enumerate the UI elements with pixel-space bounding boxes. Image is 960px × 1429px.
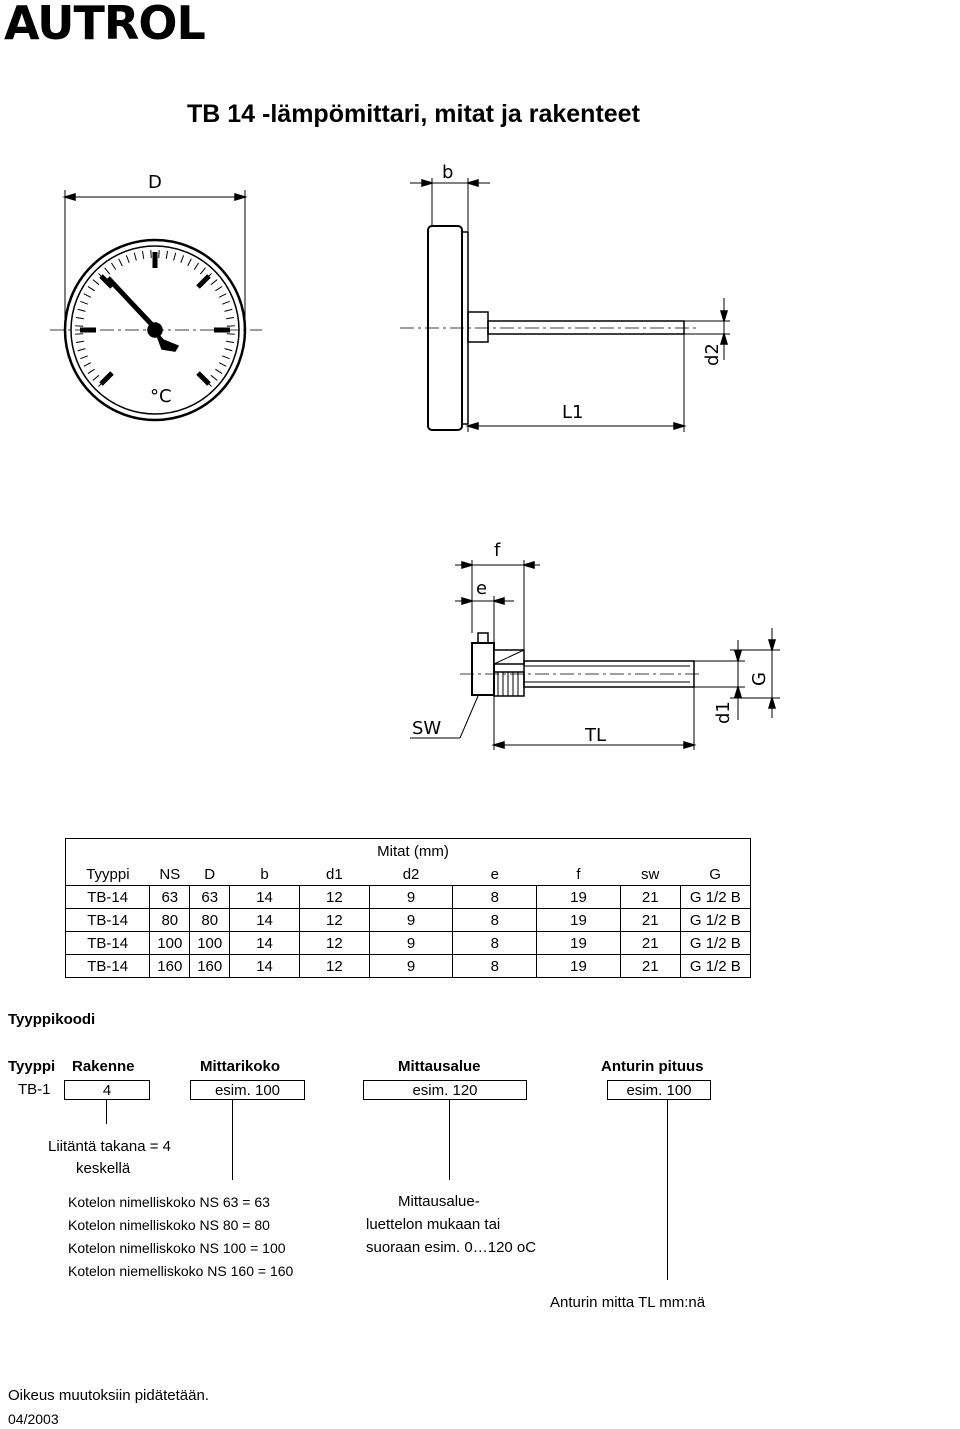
table-cell: 9 xyxy=(369,932,453,955)
typecode-heading: Tyyppikoodi xyxy=(8,1011,96,1028)
table-cell: TB-14 xyxy=(66,955,150,978)
dial-minor-tick xyxy=(181,255,184,262)
dial-minor-tick xyxy=(126,255,129,262)
label-unit: °C xyxy=(150,386,172,407)
dial-minor-tick xyxy=(88,369,95,373)
header-cell: d1 xyxy=(325,865,343,883)
header-cell: Tyyppi xyxy=(86,865,130,883)
dial-minor-tick xyxy=(211,280,217,285)
col-rakenne-label: Rakenne xyxy=(72,1058,135,1075)
header-cell: b xyxy=(260,865,269,883)
dial-minor-tick xyxy=(80,301,87,304)
table-caption: Mitat (mm) xyxy=(377,842,449,860)
label-e: e xyxy=(476,578,488,599)
table-cell: 19 xyxy=(537,909,621,932)
dial-minor-tick xyxy=(225,349,233,351)
dial-minor-tick xyxy=(93,375,99,380)
table-cell: 19 xyxy=(537,886,621,909)
dial-minor-tick xyxy=(226,317,234,318)
dial-side-view xyxy=(400,178,730,432)
table-cell: 80 xyxy=(190,909,230,932)
page-title: TB 14 -lämpömittari, mitat ja rakenteet xyxy=(187,100,640,128)
dial-minor-tick xyxy=(222,356,229,359)
dial-minor-tick xyxy=(219,294,226,298)
dial-minor-tick xyxy=(219,363,226,367)
note-mittausalue-3: suoraan esim. 0…120 oC xyxy=(366,1239,537,1256)
value-anturin-pituus: esim. 100 xyxy=(607,1080,711,1100)
dial-minor-tick xyxy=(78,349,86,351)
leader-mittausalue xyxy=(449,1100,450,1180)
table-cell: TB-14 xyxy=(66,932,150,955)
dial-minor-tick xyxy=(84,363,91,367)
col-mittarikoko-label: Mittarikoko xyxy=(200,1058,281,1075)
table-row xyxy=(66,955,751,978)
leader-anturin-pituus xyxy=(667,1100,668,1280)
table-cell: 100 xyxy=(190,932,230,955)
table-cell: 14 xyxy=(230,886,300,909)
dial-minor-tick xyxy=(78,309,86,311)
dial-minor-tick xyxy=(215,369,222,373)
dial-minor-tick xyxy=(225,309,233,311)
autrol-logo: AUTROL xyxy=(4,0,205,50)
dial-minor-tick xyxy=(188,259,192,266)
label-b: b xyxy=(442,162,454,183)
header-cell: d2 xyxy=(402,865,420,883)
note-rakenne-2: keskellä xyxy=(76,1160,131,1177)
table-cell: 63 xyxy=(150,886,190,909)
dial-minor-tick xyxy=(105,268,110,274)
table-cell: TB-14 xyxy=(66,909,150,932)
col-tyyppi-label: Tyyppi xyxy=(8,1058,56,1075)
label-TL: TL xyxy=(585,725,607,746)
dial-minor-tick xyxy=(194,263,198,270)
label-d1: d1 xyxy=(713,701,734,724)
table-cell: 80 xyxy=(150,909,190,932)
table-cell: G 1/2 B xyxy=(680,955,750,978)
note-mittarikoko-1: Kotelon nimelliskoko NS 63 = 63 xyxy=(68,1194,270,1210)
table-cell: 14 xyxy=(230,909,300,932)
table-cell: 14 xyxy=(230,932,300,955)
dial-minor-tick xyxy=(211,375,217,380)
dial-minor-tick xyxy=(134,253,136,261)
dial-minor-tick xyxy=(200,268,205,274)
value-mittausalue: esim. 120 xyxy=(363,1080,527,1100)
note-rakenne-1: Liitäntä takana = 4 xyxy=(48,1138,172,1155)
table-cell: 8 xyxy=(453,932,537,955)
header-cell: f xyxy=(576,865,581,883)
label-L1: L1 xyxy=(562,402,584,423)
header-cell: sw xyxy=(641,865,660,883)
value-mittarikoko: esim. 100 xyxy=(190,1080,305,1100)
dial-minor-tick xyxy=(88,286,95,290)
table-cell: 21 xyxy=(620,909,680,932)
table-cell: 21 xyxy=(620,886,680,909)
footer-date: 04/2003 xyxy=(8,1411,59,1427)
table-cell: 12 xyxy=(299,932,369,955)
table-cell: 8 xyxy=(453,909,537,932)
dial-minor-tick xyxy=(174,253,176,261)
leader-rakenne xyxy=(106,1100,107,1124)
header-cell: NS xyxy=(159,865,181,883)
dial-minor-tick xyxy=(222,301,229,304)
dial-minor-tick xyxy=(166,251,167,259)
header-cell: e xyxy=(490,865,499,883)
table-cell: 160 xyxy=(190,955,230,978)
table-cell: 14 xyxy=(230,955,300,978)
table-cell: G 1/2 B xyxy=(680,932,750,955)
label-SW: SW xyxy=(412,718,442,739)
note-anturin-pituus: Anturin mitta TL mm:nä xyxy=(550,1294,706,1311)
table-cell: 21 xyxy=(620,932,680,955)
table-cell: 19 xyxy=(537,955,621,978)
dial-minor-tick xyxy=(142,251,143,259)
table-cell: 100 xyxy=(150,932,190,955)
dial-minor-tick xyxy=(119,259,123,266)
table-cell: 12 xyxy=(299,886,369,909)
table-cell: 19 xyxy=(537,932,621,955)
label-f: f xyxy=(494,540,501,561)
table-cell: 9 xyxy=(369,886,453,909)
table-cell: 9 xyxy=(369,909,453,932)
label-G: G xyxy=(749,672,770,686)
dial-minor-tick xyxy=(93,280,99,285)
table-cell: 12 xyxy=(299,909,369,932)
value-rakenne: 4 xyxy=(64,1080,150,1100)
footer-disclaimer: Oikeus muutoksiin pidätetään. xyxy=(8,1387,209,1404)
table-row xyxy=(66,909,751,932)
dial-minor-tick xyxy=(215,286,222,290)
note-mittarikoko-3: Kotelon nimelliskoko NS 100 = 100 xyxy=(68,1240,286,1256)
note-mittausalue-2: luettelon mukaan tai xyxy=(366,1216,501,1233)
value-tyyppi: TB-1 xyxy=(18,1081,51,1098)
table-cell: TB-14 xyxy=(66,886,150,909)
header-cell: D xyxy=(204,865,216,883)
table-header-row xyxy=(66,863,751,886)
note-mittausalue-1: Mittausalue- xyxy=(398,1193,480,1210)
table-cell: 8 xyxy=(453,886,537,909)
col-anturin-pituus-label: Anturin pituus xyxy=(601,1058,704,1075)
dial-minor-tick xyxy=(84,294,91,298)
dial-minor-tick xyxy=(226,341,234,342)
table-cell: 9 xyxy=(369,955,453,978)
table-cell: 21 xyxy=(620,955,680,978)
dial-minor-tick xyxy=(111,263,115,270)
table-cell: 8 xyxy=(453,955,537,978)
table-cell: G 1/2 B xyxy=(680,909,750,932)
dimensions-table xyxy=(65,838,751,978)
table-row xyxy=(66,886,751,909)
table-cell: 160 xyxy=(150,955,190,978)
dial-minor-tick xyxy=(76,341,84,342)
leader-mittarikoko xyxy=(232,1100,233,1180)
table-row xyxy=(66,932,751,955)
table-cell: 12 xyxy=(299,955,369,978)
dial-minor-tick xyxy=(76,317,84,318)
col-mittausalue-label: Mittausalue xyxy=(398,1058,481,1075)
dial-minor-tick xyxy=(80,356,87,359)
table-cell: 63 xyxy=(190,886,230,909)
header-cell: G xyxy=(709,865,721,883)
table-cell: G 1/2 B xyxy=(680,886,750,909)
note-mittarikoko-2: Kotelon nimelliskoko NS 80 = 80 xyxy=(68,1217,270,1233)
label-D: D xyxy=(148,172,162,193)
note-mittarikoko-4: Kotelon niemelliskoko NS 160 = 160 xyxy=(68,1263,294,1279)
label-d2: d2 xyxy=(702,343,723,366)
